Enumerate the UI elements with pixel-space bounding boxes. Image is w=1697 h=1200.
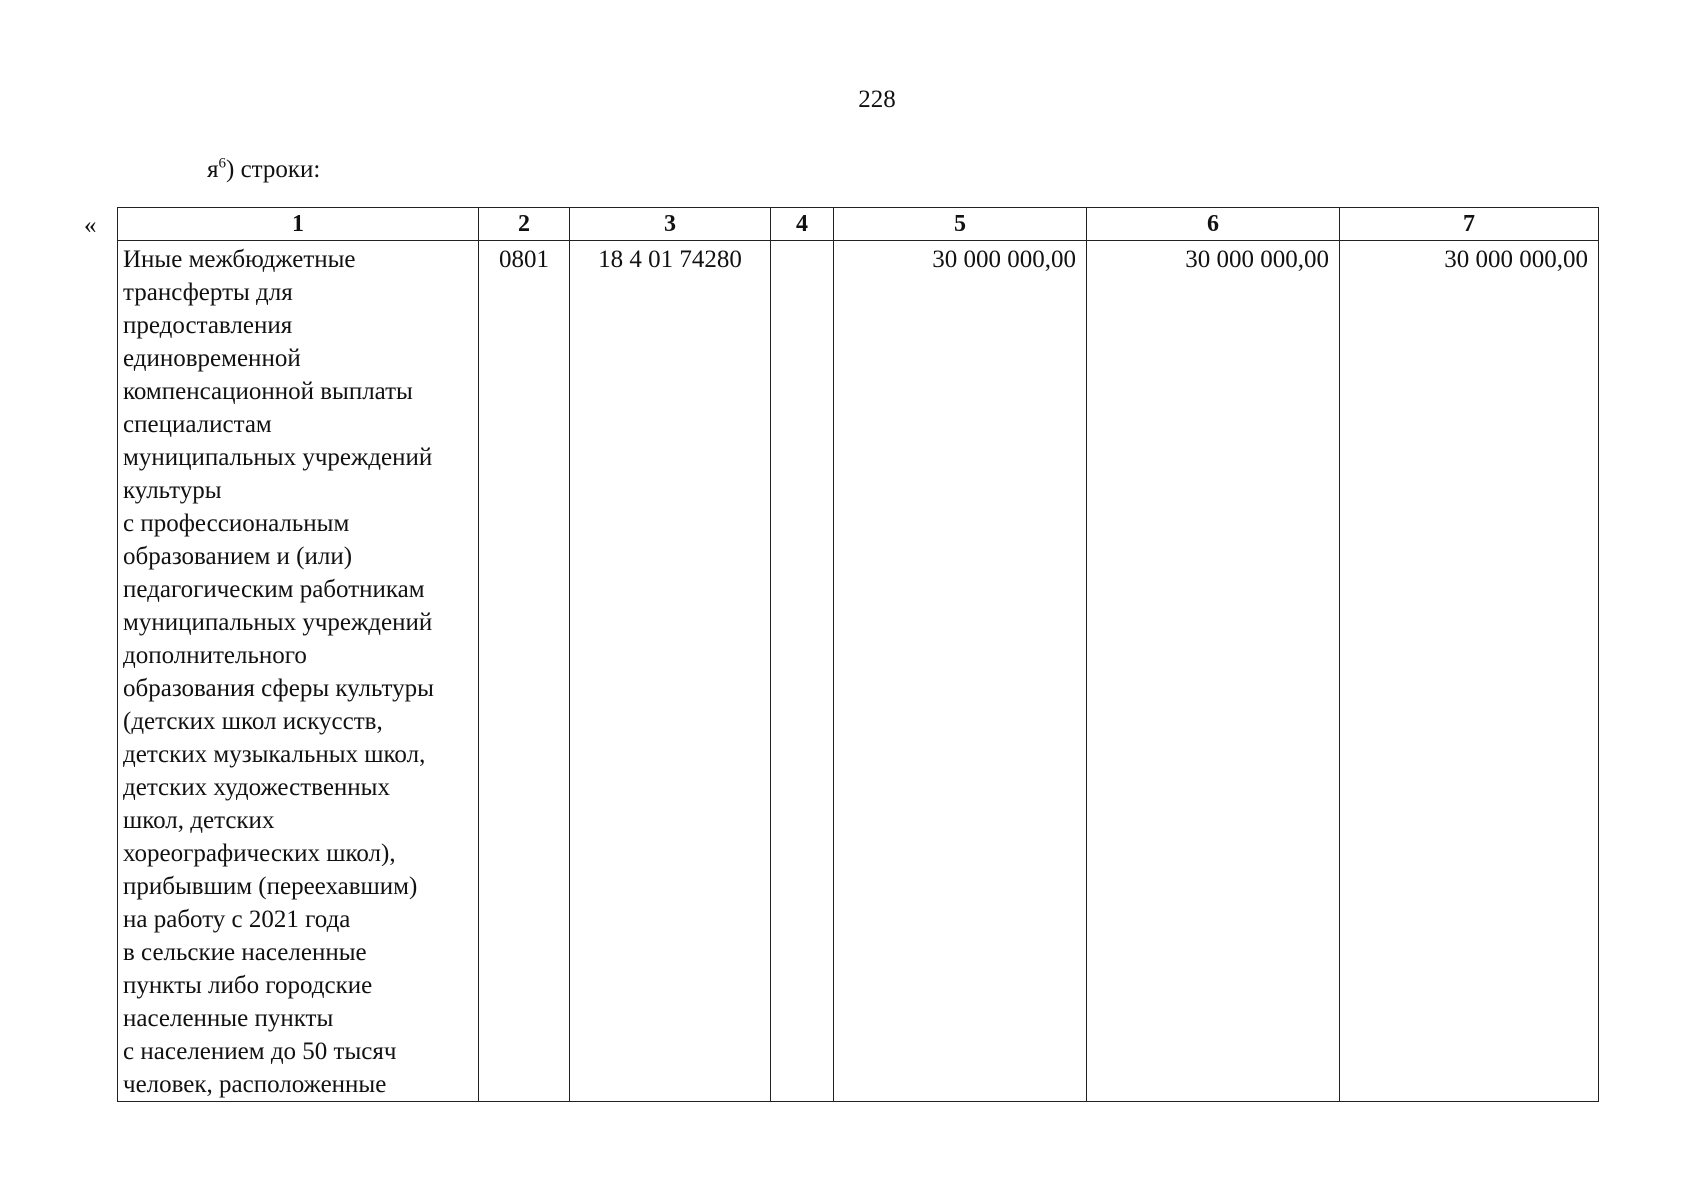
row-description: Иные межбюджетные трансферты для предоставления единовременной компенсационной выплаты специалистам муниципальных учреждений культуры с профессиональным образованием и (или) педагогическим работникам муниципальных учреждений дополнительного образования сферы культуры (детских школ искусств, детских музыкальных школ, детских художественных школ, детских хореографических школ), прибывшим (переехавшим) на работу с 2021 года в сельские населенные пункты либо городские населенные пункты с населением до 50 тысяч человек, расположенные [118,241,479,1102]
budget-table [117,207,1599,1102]
intro-suffix: ) строки: [226,156,321,183]
row-expense-type [771,241,834,1102]
row-amount-2: 30 000 000,00 [1087,241,1340,1102]
column-header-3: 3 [570,208,771,241]
column-header-7: 7 [1340,208,1599,241]
column-header-2: 2 [479,208,570,241]
intro-line [207,156,320,184]
column-header-4: 4 [771,208,834,241]
column-header-6: 6 [1087,208,1340,241]
opening-quote-mark: « [84,212,97,239]
column-header-1: 1 [118,208,479,241]
table-row [118,241,1599,1102]
row-code: 0801 [479,241,570,1102]
table-header-row [118,208,1599,241]
row-target-article: 18 4 01 74280 [570,241,771,1102]
column-header-5: 5 [834,208,1087,241]
intro-superscript: 6 [218,155,226,172]
row-amount-1: 30 000 000,00 [834,241,1087,1102]
page-number: 228 [858,86,896,113]
intro-prefix: я [207,156,219,183]
row-amount-3: 30 000 000,00 [1340,241,1599,1102]
